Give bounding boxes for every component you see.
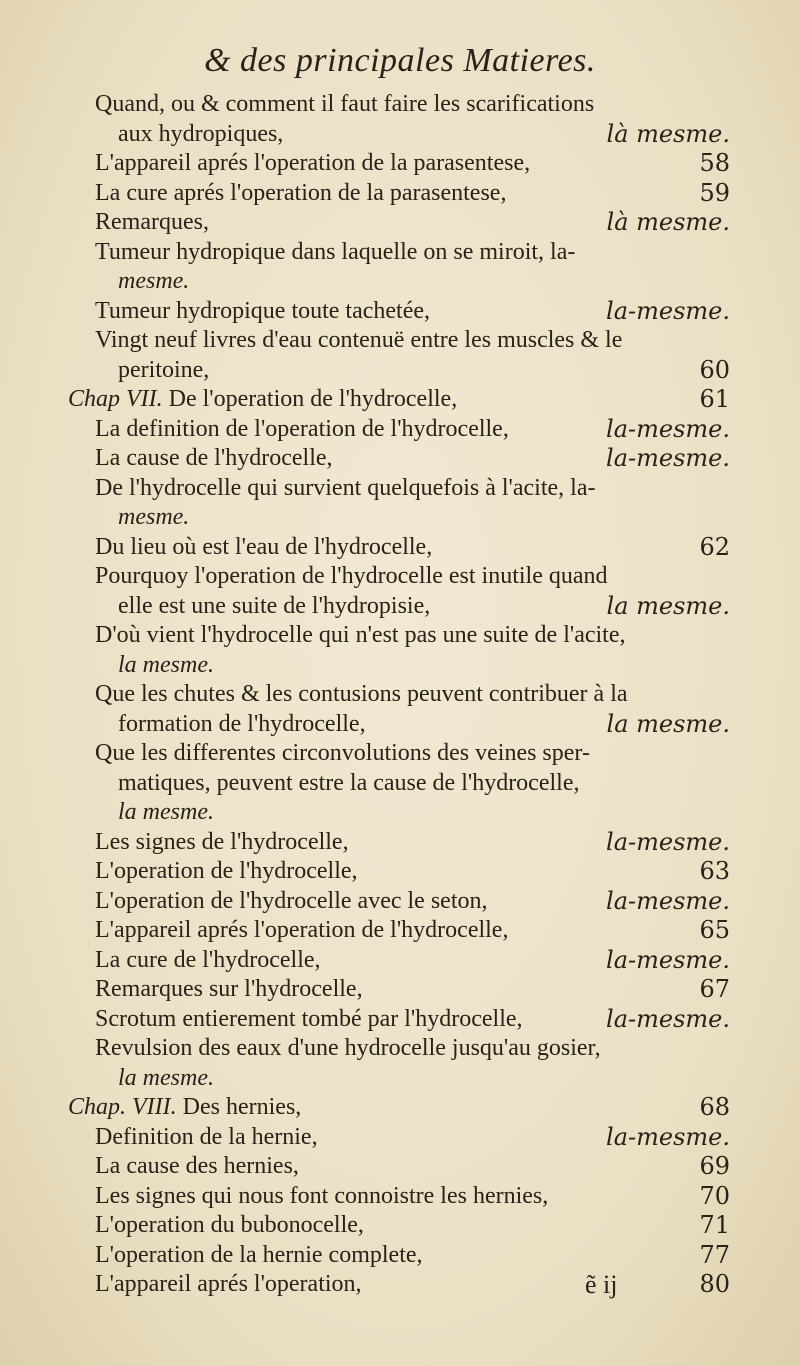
page-number: 61 [699,385,730,413]
index-line [95,1209,364,1241]
page-header: & des principales Matieres. [204,42,596,79]
index-line [95,944,321,976]
page-number: 77 [699,1240,730,1269]
entry-text: Revulsion des eaux d'une hydrocelle jusqu'au gosier, [95,1035,601,1061]
index-line [95,206,209,238]
index-line [68,1091,301,1123]
entry-text: Que les differentes circonvolutions des veines sper- [95,740,590,766]
index-line [95,619,625,651]
page-number: 63 [699,857,730,885]
entry-reference: la-mesme. [606,886,730,915]
entry-text: mesme. [118,504,190,530]
entry-text: L'operation de l'hydrocelle, [95,858,358,884]
index-line [118,796,214,828]
index-line [95,442,333,474]
index-line [95,1032,601,1064]
page-number: 80 [699,1270,730,1298]
entry-reference: là mesme. [606,208,730,236]
entry-text: Les signes de l'hydrocelle, [95,828,349,855]
index-line [95,147,530,179]
entry-text: aux hydropiques, [118,120,284,147]
index-line [118,354,209,386]
index-line [95,560,608,592]
entry-reference: la-mesme. [606,414,730,443]
entry-reference: la-mesme. [606,945,730,974]
entry-text: formation de l'hydrocelle, [118,710,366,737]
index-line [95,413,509,445]
entry-text: D'où vient l'hydrocelle qui n'est pas une suite de l'acite, [95,622,626,648]
entry-text: Pourquoy l'operation de l'hydrocelle est inutile quand [95,563,608,589]
page-number: 70 [699,1181,730,1210]
index-line [118,118,283,150]
entry-text: L'appareil aprés l'operation de la parasentese, [95,150,531,176]
page-number: 59 [699,178,730,207]
entry-text: L'operation de la hernie complete, [95,1241,423,1268]
entry-reference: la-mesme. [606,444,730,472]
chapter-label: Chap VII. [68,386,169,412]
chapter-label: Chap. VIII. [68,1094,183,1120]
page-number: 58 [699,149,730,177]
entry-text: L'appareil aprés l'operation, [95,1271,362,1297]
entry-text: Definition de la hernie, [95,1123,318,1150]
entry-text: De l'operation de l'hydrocelle, [168,386,458,412]
index-line [95,1121,318,1153]
entry-text: Remarques, [95,209,209,235]
entry-text: L'appareil aprés l'operation de l'hydrocelle, [95,917,509,943]
entry-text: la mesme. [118,799,214,825]
index-line [95,1150,299,1182]
index-line [95,855,358,887]
index-line [118,501,189,533]
entry-text: Les signes qui nous font connoistre les hernies, [95,1182,549,1209]
entry-reference: la-mesme. [606,296,730,325]
signature-mark: ẽ ij [585,1270,618,1299]
index-line [95,88,594,120]
entry-text: Remarques sur l'hydrocelle, [95,976,363,1002]
entry-text: L'operation du bubonocelle, [95,1212,364,1238]
index-line [68,383,457,415]
page-number: 69 [699,1152,730,1180]
index-line [118,649,214,681]
entry-text: elle est une suite de l'hydropisie, [118,592,431,619]
entry-text: La cause des hernies, [95,1153,299,1179]
entry-text: Scrotum entierement tombé par l'hydrocelle, [95,1005,523,1032]
index-line [118,708,366,740]
index-line [95,177,506,209]
index-line [95,737,590,769]
entry-text: Des hernies, [182,1094,302,1120]
page-number: 67 [699,975,730,1003]
entry-text: Vingt neuf livres d'eau contenuë entre les muscles & le [95,327,623,353]
entry-text: la mesme. [118,1064,214,1091]
index-line [95,826,349,858]
entry-text: Que les chutes & les contusions peuvent contribuer à la [95,681,628,707]
entry-text: La cure aprés l'operation de la parasentese, [95,179,507,206]
entry-reference: là mesme. [606,119,730,148]
index-line [95,1003,523,1035]
page-number: 71 [699,1211,730,1239]
entry-text: mesme. [118,268,190,294]
entry-text: peritoine, [118,356,210,383]
entry-text: Tumeur hydropique toute tachetée, [95,297,431,324]
page-number: 60 [699,355,730,384]
entry-text: L'operation de l'hydrocelle avec le seton, [95,887,488,914]
index-line [95,531,432,563]
index-line [95,295,430,327]
index-line [95,1180,548,1212]
index-line [95,914,508,946]
entry-text: Du lieu où est l'eau de l'hydrocelle, [95,533,433,560]
index-line [95,1239,423,1271]
index-line [95,1268,362,1300]
index-line [95,236,575,268]
entry-reference: la-mesme. [606,1004,730,1033]
entry-text: matiques, peuvent estre la cause de l'hydrocelle, [118,769,580,796]
index-line [95,973,363,1005]
entry-text: De l'hydrocelle qui survient quelquefois à l'acite, la- [95,474,596,501]
index-line [95,678,628,710]
entry-text: La definition de l'operation de l'hydrocelle, [95,415,509,442]
entry-reference: la-mesme. [606,1122,730,1151]
entry-text: la mesme. [118,651,214,678]
page-number: 62 [699,532,730,561]
entry-text: La cure de l'hydrocelle, [95,946,321,973]
index-line [118,1062,214,1094]
index-line [118,590,430,622]
index-line [95,885,487,917]
page-number: 65 [699,916,730,944]
index-line [118,265,189,297]
index-line [95,324,622,356]
entry-text: Quand, ou & comment il faut faire les scarifications [95,91,595,117]
entry-text: Tumeur hydropique dans laquelle on se miroit, la- [95,238,576,265]
entry-reference: la-mesme. [606,827,730,856]
entry-reference: la mesme. [606,709,730,738]
index-line [95,472,595,504]
entry-text: La cause de l'hydrocelle, [95,445,333,471]
entry-reference: la mesme. [606,591,730,620]
index-line [118,767,579,799]
page-number: 68 [699,1093,730,1121]
